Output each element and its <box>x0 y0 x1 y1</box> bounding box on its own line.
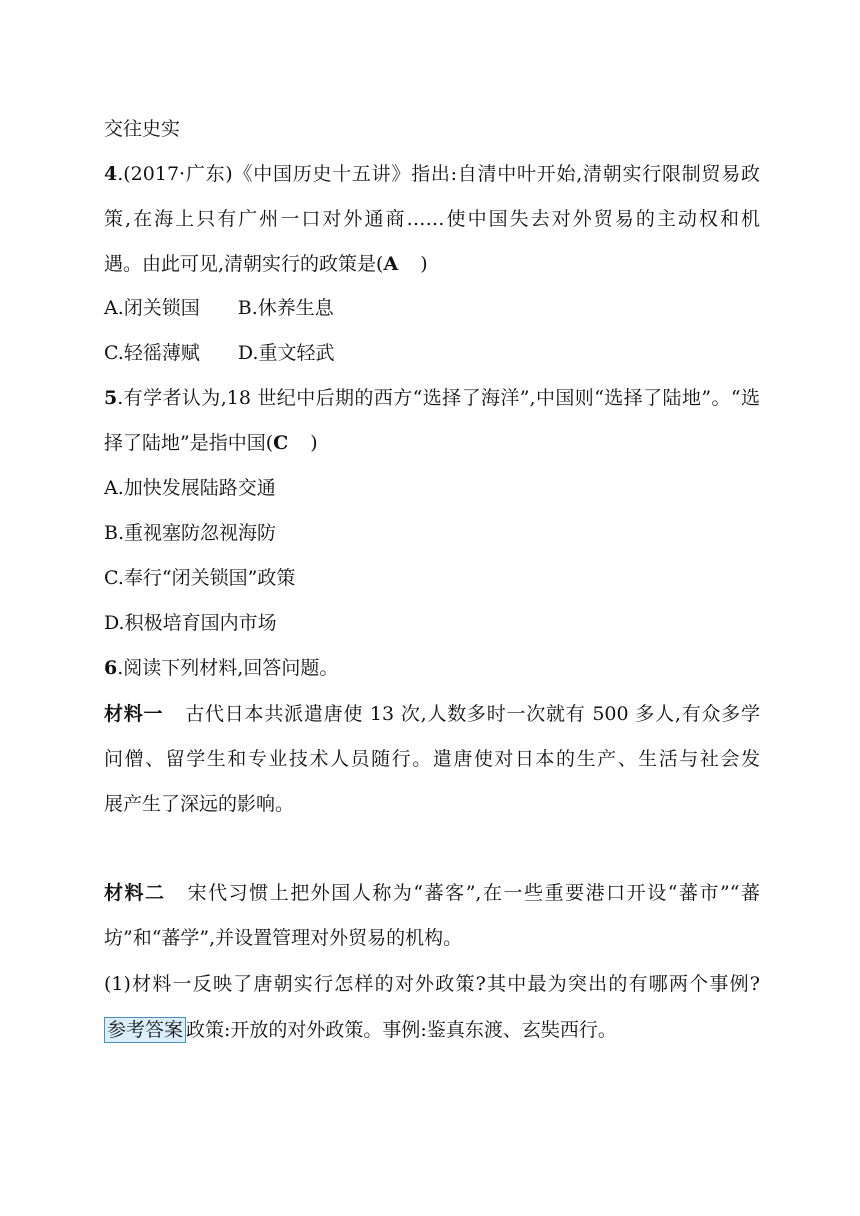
q4-close-paren: ) <box>420 253 428 275</box>
material-1-line-3: 展产生了深远的影响。 <box>104 793 295 815</box>
q5-option-b: B.重视塞防忽视海防 <box>104 522 277 544</box>
q6-stem <box>104 656 338 680</box>
q5-text-2: 择了陆地”是指中国( <box>104 432 274 454</box>
reference-answer-tag: 参考答案 <box>104 1017 186 1043</box>
q6-number: 6 <box>104 657 118 679</box>
material-1-line-2: 问僧、留学生和专业技术人员随行。遣唐使对日本的生产、生活与社会发 <box>104 748 760 770</box>
material-1-label: 材料一 <box>104 703 164 725</box>
q5-close-paren: ) <box>310 432 318 454</box>
q6-stem-text: .阅读下列材料,回答问题。 <box>117 657 339 679</box>
material-2-label: 材料二 <box>104 882 166 904</box>
q5-line-2 <box>104 431 318 455</box>
material-1-line-1 <box>104 702 760 726</box>
section-title: 交往史实 <box>104 118 181 140</box>
q4-option-c: C.轻徭薄赋 <box>104 342 200 364</box>
q6-answer-line <box>104 1017 617 1043</box>
q4-option-b: B.休养生息 <box>237 297 334 319</box>
material-2-text-1: 宋代习惯上把外国人称为“蕃客”,在一些重要港口开设“蕃市”“蕃 <box>187 882 760 904</box>
material-1-text-1: 古代日本共派遣唐使 13 次,人数多时一次就有 500 多人,有众多学 <box>185 703 760 725</box>
q5-option-c: C.奉行“闭关锁国”政策 <box>104 567 296 589</box>
q4-line-2: 策,在海上只有广州一口对外通商……使中国失去对外贸易的主动权和机 <box>104 208 760 230</box>
q5-option-a: A.加快发展陆路交通 <box>104 477 276 499</box>
q5-text-1: .有学者认为,18 世纪中后期的西方“选择了海洋”,中国则“选择了陆地”。“选 <box>117 387 760 409</box>
q4-line-3 <box>104 252 428 276</box>
material-2-line-2: 坊”和“蕃学”,并设置管理对外贸易的机构。 <box>104 927 463 949</box>
q4-number: 4 <box>104 163 118 185</box>
q4-options-row-2 <box>104 341 335 365</box>
q4-line-1 <box>104 162 760 186</box>
q4-option-a: A.闭关锁国 <box>104 297 200 319</box>
q4-option-d: D.重文轻武 <box>237 342 335 364</box>
q4-options-row-1 <box>104 296 334 320</box>
q5-number: 5 <box>104 387 118 409</box>
q5-answer: C <box>273 432 289 454</box>
q4-text-3: 遇。由此可见,清朝实行的政策是( <box>104 253 384 275</box>
q5-line-1 <box>104 386 760 410</box>
q5-option-d: D.积极培育国内市场 <box>104 612 277 634</box>
q4-answer: A <box>383 253 399 275</box>
q6-answer-text: 政策:开放的对外政策。事例:鉴真东渡、玄奘西行。 <box>186 1019 617 1041</box>
q4-text-1: .(2017·广东)《中国历史十五讲》指出:自清中叶开始,清朝实行限制贸易政 <box>117 163 760 185</box>
q6-subquestion-1: (1)材料一反映了唐朝实行怎样的对外政策?其中最为突出的有哪两个事例? <box>104 973 760 995</box>
material-2-line-1 <box>104 881 760 905</box>
